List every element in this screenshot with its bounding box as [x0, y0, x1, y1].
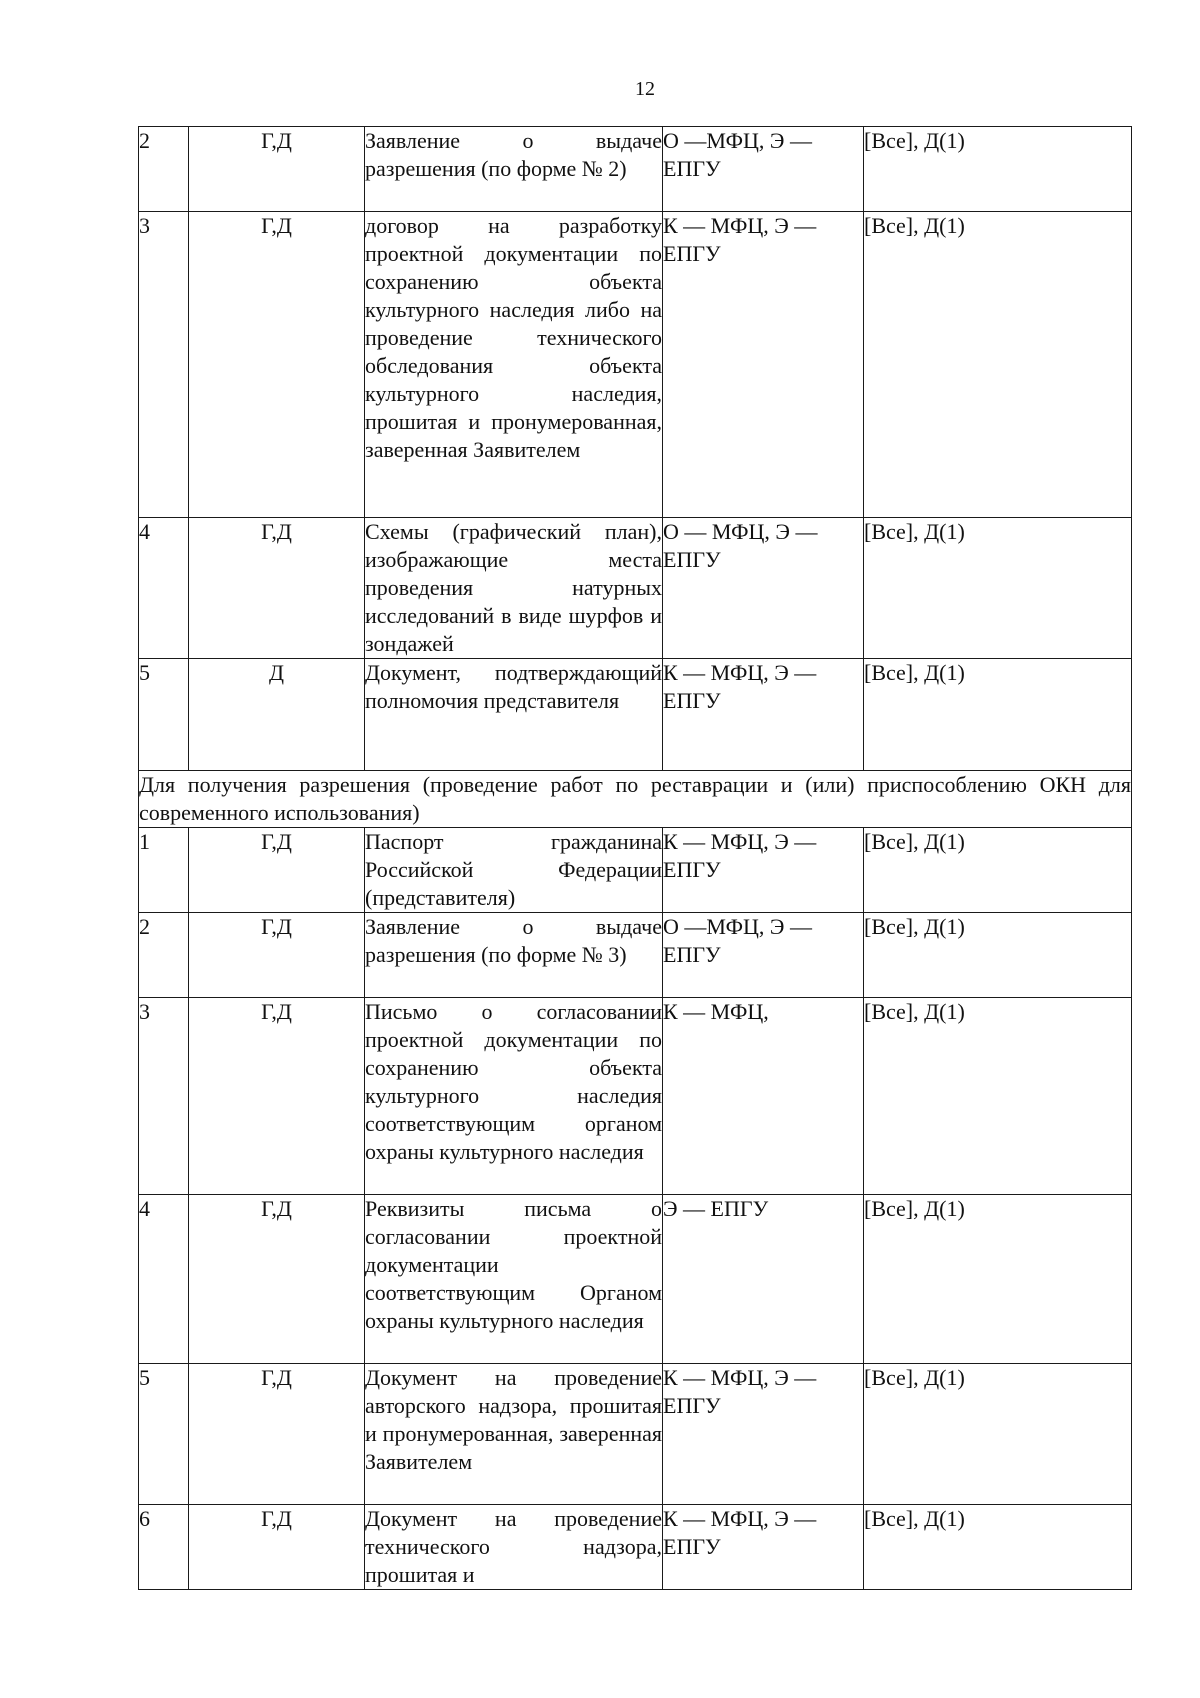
- requirement-note: [Все], Д(1): [864, 828, 1132, 913]
- applicant-type: Г,Д: [189, 1364, 365, 1505]
- submission-method: К — МФЦ, Э — ЕПГУ: [663, 1505, 864, 1590]
- row-number: 2: [139, 913, 189, 998]
- requirement-note: [Все], Д(1): [864, 1195, 1132, 1364]
- row-number: 4: [139, 1195, 189, 1364]
- section-header-row: [139, 771, 1132, 828]
- submission-method: О —МФЦ, Э — ЕПГУ: [663, 913, 864, 998]
- applicant-type: Г,Д: [189, 518, 365, 659]
- table-row: [139, 659, 1132, 771]
- row-number: 4: [139, 518, 189, 659]
- requirement-note: [Все], Д(1): [864, 127, 1132, 212]
- applicant-type: Г,Д: [189, 913, 365, 998]
- table-row: [139, 212, 1132, 518]
- row-number: 5: [139, 1364, 189, 1505]
- submission-method: Э — ЕПГУ: [663, 1195, 864, 1364]
- row-number: 3: [139, 998, 189, 1195]
- table-row: [139, 913, 1132, 998]
- submission-method: О —МФЦ, Э — ЕПГУ: [663, 127, 864, 212]
- table-row: [139, 998, 1132, 1195]
- documents-table: [138, 126, 1132, 1590]
- applicant-type: Г,Д: [189, 212, 365, 518]
- page-number: 12: [635, 78, 655, 100]
- document-name: Письмо о согласовании проектной документации по сохранению объекта культурного наследия соответствующим органом охраны культурного наследия: [365, 998, 663, 1195]
- document-name: Документ на проведение технического надзора, прошитая и: [365, 1505, 663, 1590]
- requirement-note: [Все], Д(1): [864, 1505, 1132, 1590]
- document-name: Реквизиты письма о согласовании проектной документации соответствующим Органом охраны культурного наследия: [365, 1195, 663, 1364]
- section-title: Для получения разрешения (проведение работ по реставрации и (или) приспособлению ОКН для современного использования): [139, 771, 1132, 828]
- table-row: [139, 127, 1132, 212]
- document-name: Заявление о выдаче разрешения (по форме № 3): [365, 913, 663, 998]
- table-row: [139, 1505, 1132, 1590]
- requirement-note: [Все], Д(1): [864, 1364, 1132, 1505]
- document-name: Схемы (графический план), изображающие места проведения натурных исследований в виде шурфов и зондажей: [365, 518, 663, 659]
- submission-method: О — МФЦ, Э — ЕПГУ: [663, 518, 864, 659]
- row-number: 3: [139, 212, 189, 518]
- document-name: Заявление о выдаче разрешения (по форме № 2): [365, 127, 663, 212]
- applicant-type: Г,Д: [189, 1195, 365, 1364]
- table-row: [139, 828, 1132, 913]
- requirement-note: [Все], Д(1): [864, 913, 1132, 998]
- applicant-type: Г,Д: [189, 828, 365, 913]
- document-name: Документ, подтверждающий полномочия представителя: [365, 659, 663, 771]
- table-row: [139, 518, 1132, 659]
- submission-method: К — МФЦ, Э — ЕПГУ: [663, 212, 864, 518]
- row-number: 6: [139, 1505, 189, 1590]
- applicant-type: Д: [189, 659, 365, 771]
- requirement-note: [Все], Д(1): [864, 212, 1132, 518]
- applicant-type: Г,Д: [189, 127, 365, 212]
- table-row: [139, 1364, 1132, 1505]
- document-name: Документ на проведение авторского надзора, прошитая и пронумерованная, заверенная Заявителем: [365, 1364, 663, 1505]
- document-name: Паспорт гражданина Российской Федерации (представителя): [365, 828, 663, 913]
- submission-method: К — МФЦ, Э — ЕПГУ: [663, 1364, 864, 1505]
- applicant-type: Г,Д: [189, 1505, 365, 1590]
- row-number: 5: [139, 659, 189, 771]
- row-number: 1: [139, 828, 189, 913]
- documents-table-body: [139, 127, 1132, 1590]
- applicant-type: Г,Д: [189, 998, 365, 1195]
- requirement-note: [Все], Д(1): [864, 518, 1132, 659]
- requirement-note: [Все], Д(1): [864, 998, 1132, 1195]
- table-row: [139, 1195, 1132, 1364]
- document-name: договор на разработку проектной документации по сохранению объекта культурного наследия либо на проведение технического обследования объекта культурного наследия, прошитая и пронумерованная, заверенная Заявителем: [365, 212, 663, 518]
- row-number: 2: [139, 127, 189, 212]
- submission-method: К — МФЦ, Э — ЕПГУ: [663, 659, 864, 771]
- submission-method: К — МФЦ, Э — ЕПГУ: [663, 828, 864, 913]
- requirement-note: [Все], Д(1): [864, 659, 1132, 771]
- submission-method: К — МФЦ,: [663, 998, 864, 1195]
